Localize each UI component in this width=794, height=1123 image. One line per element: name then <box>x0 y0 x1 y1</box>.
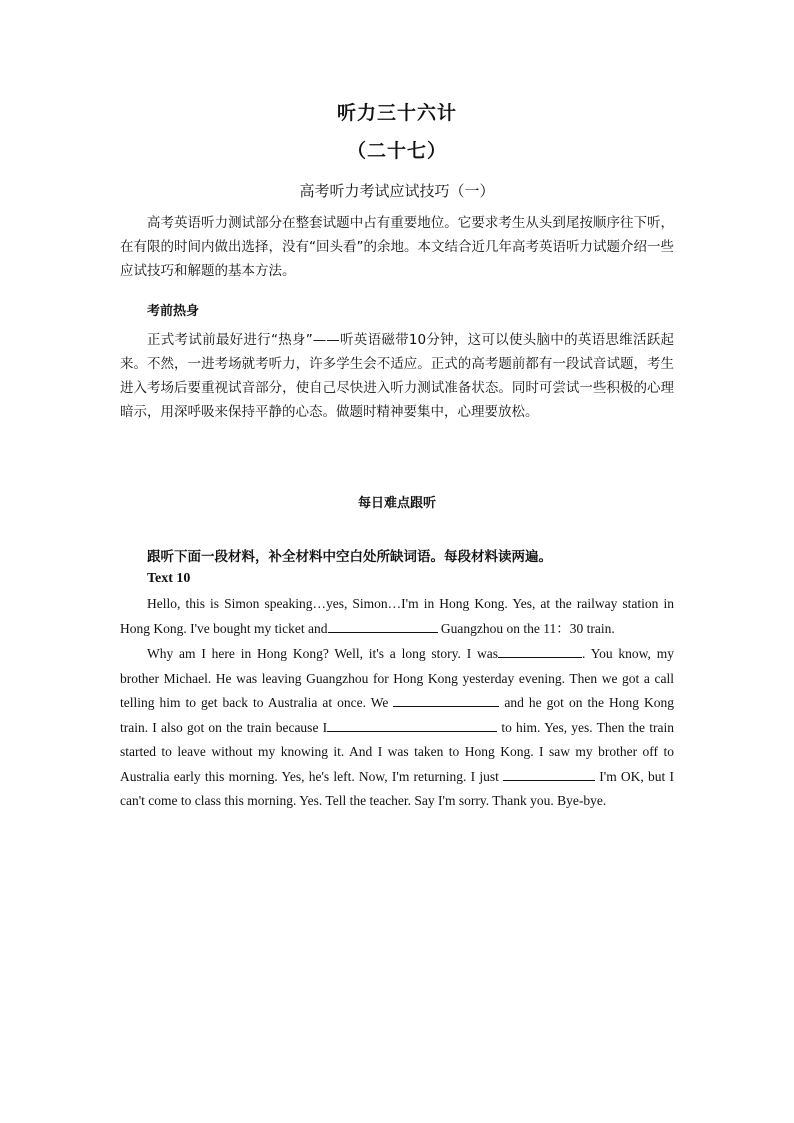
warmup-heading: 考前热身 <box>147 304 200 319</box>
passage-paragraph-2 <box>120 642 674 814</box>
passage-text: . You know, my brother Michael. He was leaving Guangzhou for Hong Kong yesterday evening. Then we got a call telling him to get back to Australia at once. We <box>120 646 675 710</box>
passage-text: Guangzhou on the 11：30 train. <box>437 620 615 636</box>
page-subtitle: （二十七） <box>346 140 447 162</box>
answer-blank-1[interactable] <box>328 619 438 633</box>
warmup-paragraph: 正式考试前最好进行“热身”——听英语磁带10分钟，这可以使头脑中的英语思维活跃起来。不然，一进考场就考听力，许多学生会不适应。正式的高考题前都有一段试音试题，考生进入考场后要重视试音部分，使自己尽快进入听力测试准备状态。同时可尝试一些积极的心理暗示，用深呼吸来保持平静的心态。做题时精神要集中，心理要放松。 <box>120 332 674 420</box>
passage-text: Why am I here in Hong Kong? Well, it's a long story. I was <box>147 646 499 661</box>
passage-text: I'm OK, but I can't come to class this morning. Yes. Tell the teacher. Say I'm sorry. Thank you. Bye-bye. <box>120 768 674 808</box>
exercise-instruction: 跟听下面一段材料，补全材料中空白处所缺词语。每段材料读两遍。 <box>147 549 552 565</box>
page-title: 听力三十六计 <box>336 102 457 124</box>
intro-paragraph: 高考英语听力测试部分在整套试题中占有重要地位。它要求考生从头到尾按顺序往下听，在有限的时间内做出选择，没有“回头看”的余地。本文结合近几年高考英语听力试题介绍一些应试技巧和解题的基本方法。 <box>120 215 674 279</box>
passage-paragraph-1 <box>120 592 674 641</box>
section-title: 高考听力考试应试技巧（一） <box>299 182 495 200</box>
daily-listening-heading: 每日难点跟听 <box>357 496 436 511</box>
answer-blank-2[interactable] <box>498 644 582 658</box>
passage-text: Hello, this is Simon speaking…yes, Simon…I'm in Hong Kong. Yes, at the railway station in Hong Kong. I've bought my ticket and <box>120 596 674 636</box>
answer-blank-5[interactable] <box>503 767 595 781</box>
passage-text: and he got on the Hong Kong train. I also got on the train because I <box>120 695 674 735</box>
text-label: Text 10 <box>147 571 191 586</box>
answer-blank-4[interactable] <box>327 718 497 732</box>
answer-blank-3[interactable] <box>393 693 499 707</box>
passage-text: to him. Yes, yes. Then the train started to leave without my knowing it. And I was taken to Hong Kong. I saw my brother off to Australia early this morning. Yes, he's left. Now, I'm returning. I just <box>120 719 674 784</box>
